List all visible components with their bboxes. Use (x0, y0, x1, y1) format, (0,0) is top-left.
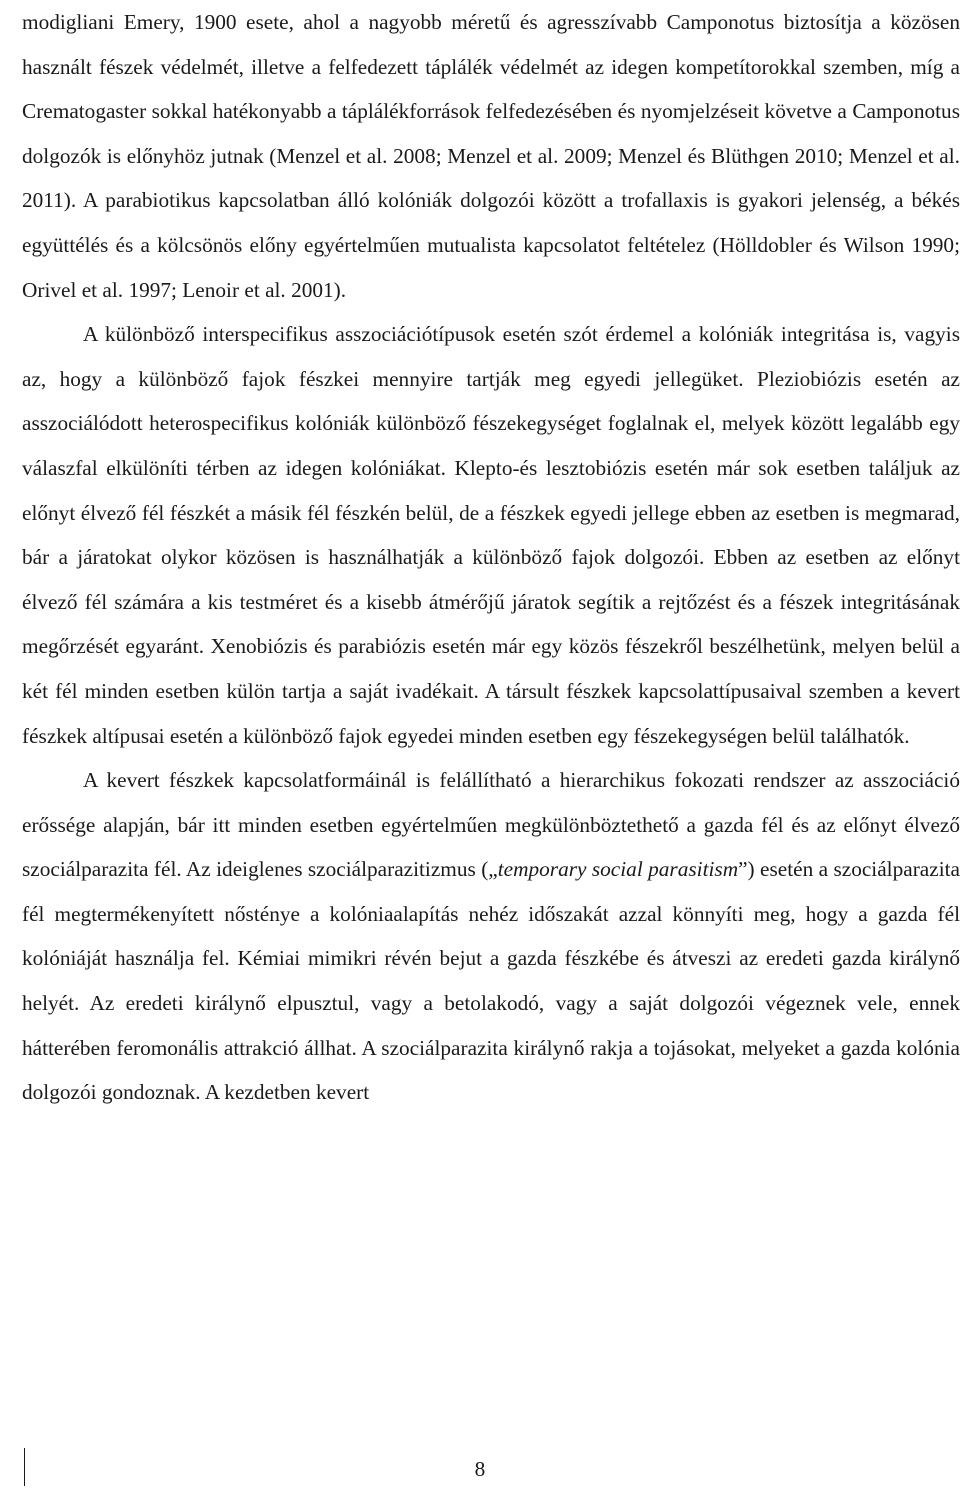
paragraph-3-text-end: ”) esetén a szociálparazita fél megtermékenyített nőstényе a kolóniaalapítás nehéz időszakát azzal könnyíti meg, hogy a gazda fél kolóniáját használja fel. Kémiai mimikri révén bejut a gazda fészkébe és átveszi az eredeti gazda királynő helyét. Az eredeti királynő elpusztul, vagy a betolakodó, vagy a saját dolgozói végeznek vele, ennek hátterében feromonális attrakció állhat. A szociálparazita királynő rakja a tojásokat, melyeket a gazda kolónia dolgozói gondoznak. A kezdetben kevert (22, 857, 960, 1105)
paragraph-1-text: modigliani Emery, 1900 esete, ahol a nagyobb méretű és agresszívabb Camponotus biztosítja a közösen használt fészek védelmét, illetve a felfedezett táplálék védelmét az idegen kompetítorokkal szemben, míg a Crematogaster sokkal hatékonyabb a táplálékforrások felfedezésében és nyomjelzéseit követve a Camponotus dolgozók is előnyhöz jutnak (Menzel et al. 2008; Menzel et al. 2009; Menzel és Blüthgen 2010; Menzel et al. 2011). A parabiotikus kapcsolatban álló kolóniák dolgozói között a trofallaxis is gyakori jelenség, a békés együttélés és a kölcsönös előny egyértelműen mutualista kapcsolatot feltételez (Hölldobler és Wilson 1990; Orivel et al. 1997; Lenoir et al. 2001). (22, 10, 960, 302)
page-number: 8 (474, 1457, 486, 1481)
paragraph-3-text-start: A kevert fészkek kapcsolatformáinál is felállítható a hierarchikus fokozati rendszer az asszociáció erőssége alapján, bár itt minden esetben egyértelműen megkülönböztethető a gazda fél és az előnyt élvező szociálparazita fél. Az ideiglenes szociálparazitizmus („ (22, 768, 960, 882)
paragraph-2 (22, 312, 960, 758)
paragraph-2-text: A különböző interspecifikus asszociációtípusok esetén szót érdemel a kolóniák integritása is, vagyis az, hogy a különböző fajok fészkei mennyire tartják meg egyedi jellegüket. Pleziobiózis esetén az asszociálódott heterospecifikus kolóniák különböző fészekegységet foglalnak el, melyek között legalább egy válaszfal elkülöníti térben az idegen kolóniákat. Klepto-és lesztobiózis esetén már sok esetben találjuk az előnyt élvező fél fészkét a másik fél fészkén belül, de a fészkek egyedi jellege ebben az esetben is megmarad, bár a járatokat olykor közösen is használhatják a különböző fajok dolgozói. Ebben az esetben az előnyt élvező fél számára a kis testméret és a kisebb átmérőjű járatok segítik a rejtőzést és a fészek integritásának megőrzését egyaránt. Xenobiózis és parabiózis esetén már egy közös fészekről beszélhetünk, melyen belül a két fél minden esetben külön tartja a saját ivadékait. A társult fészkek kapcsolattípusaival szemben a kevert fészkek altípusai esetén a különböző fajok egyedei minden esetben egy fészekegységen belül találhatók. (22, 322, 960, 748)
paragraph-1 (22, 0, 960, 312)
paragraph-3-italic-term: temporary social parasitism (497, 857, 739, 882)
body-text (22, 0, 960, 1115)
paragraph-3 (22, 758, 960, 1115)
